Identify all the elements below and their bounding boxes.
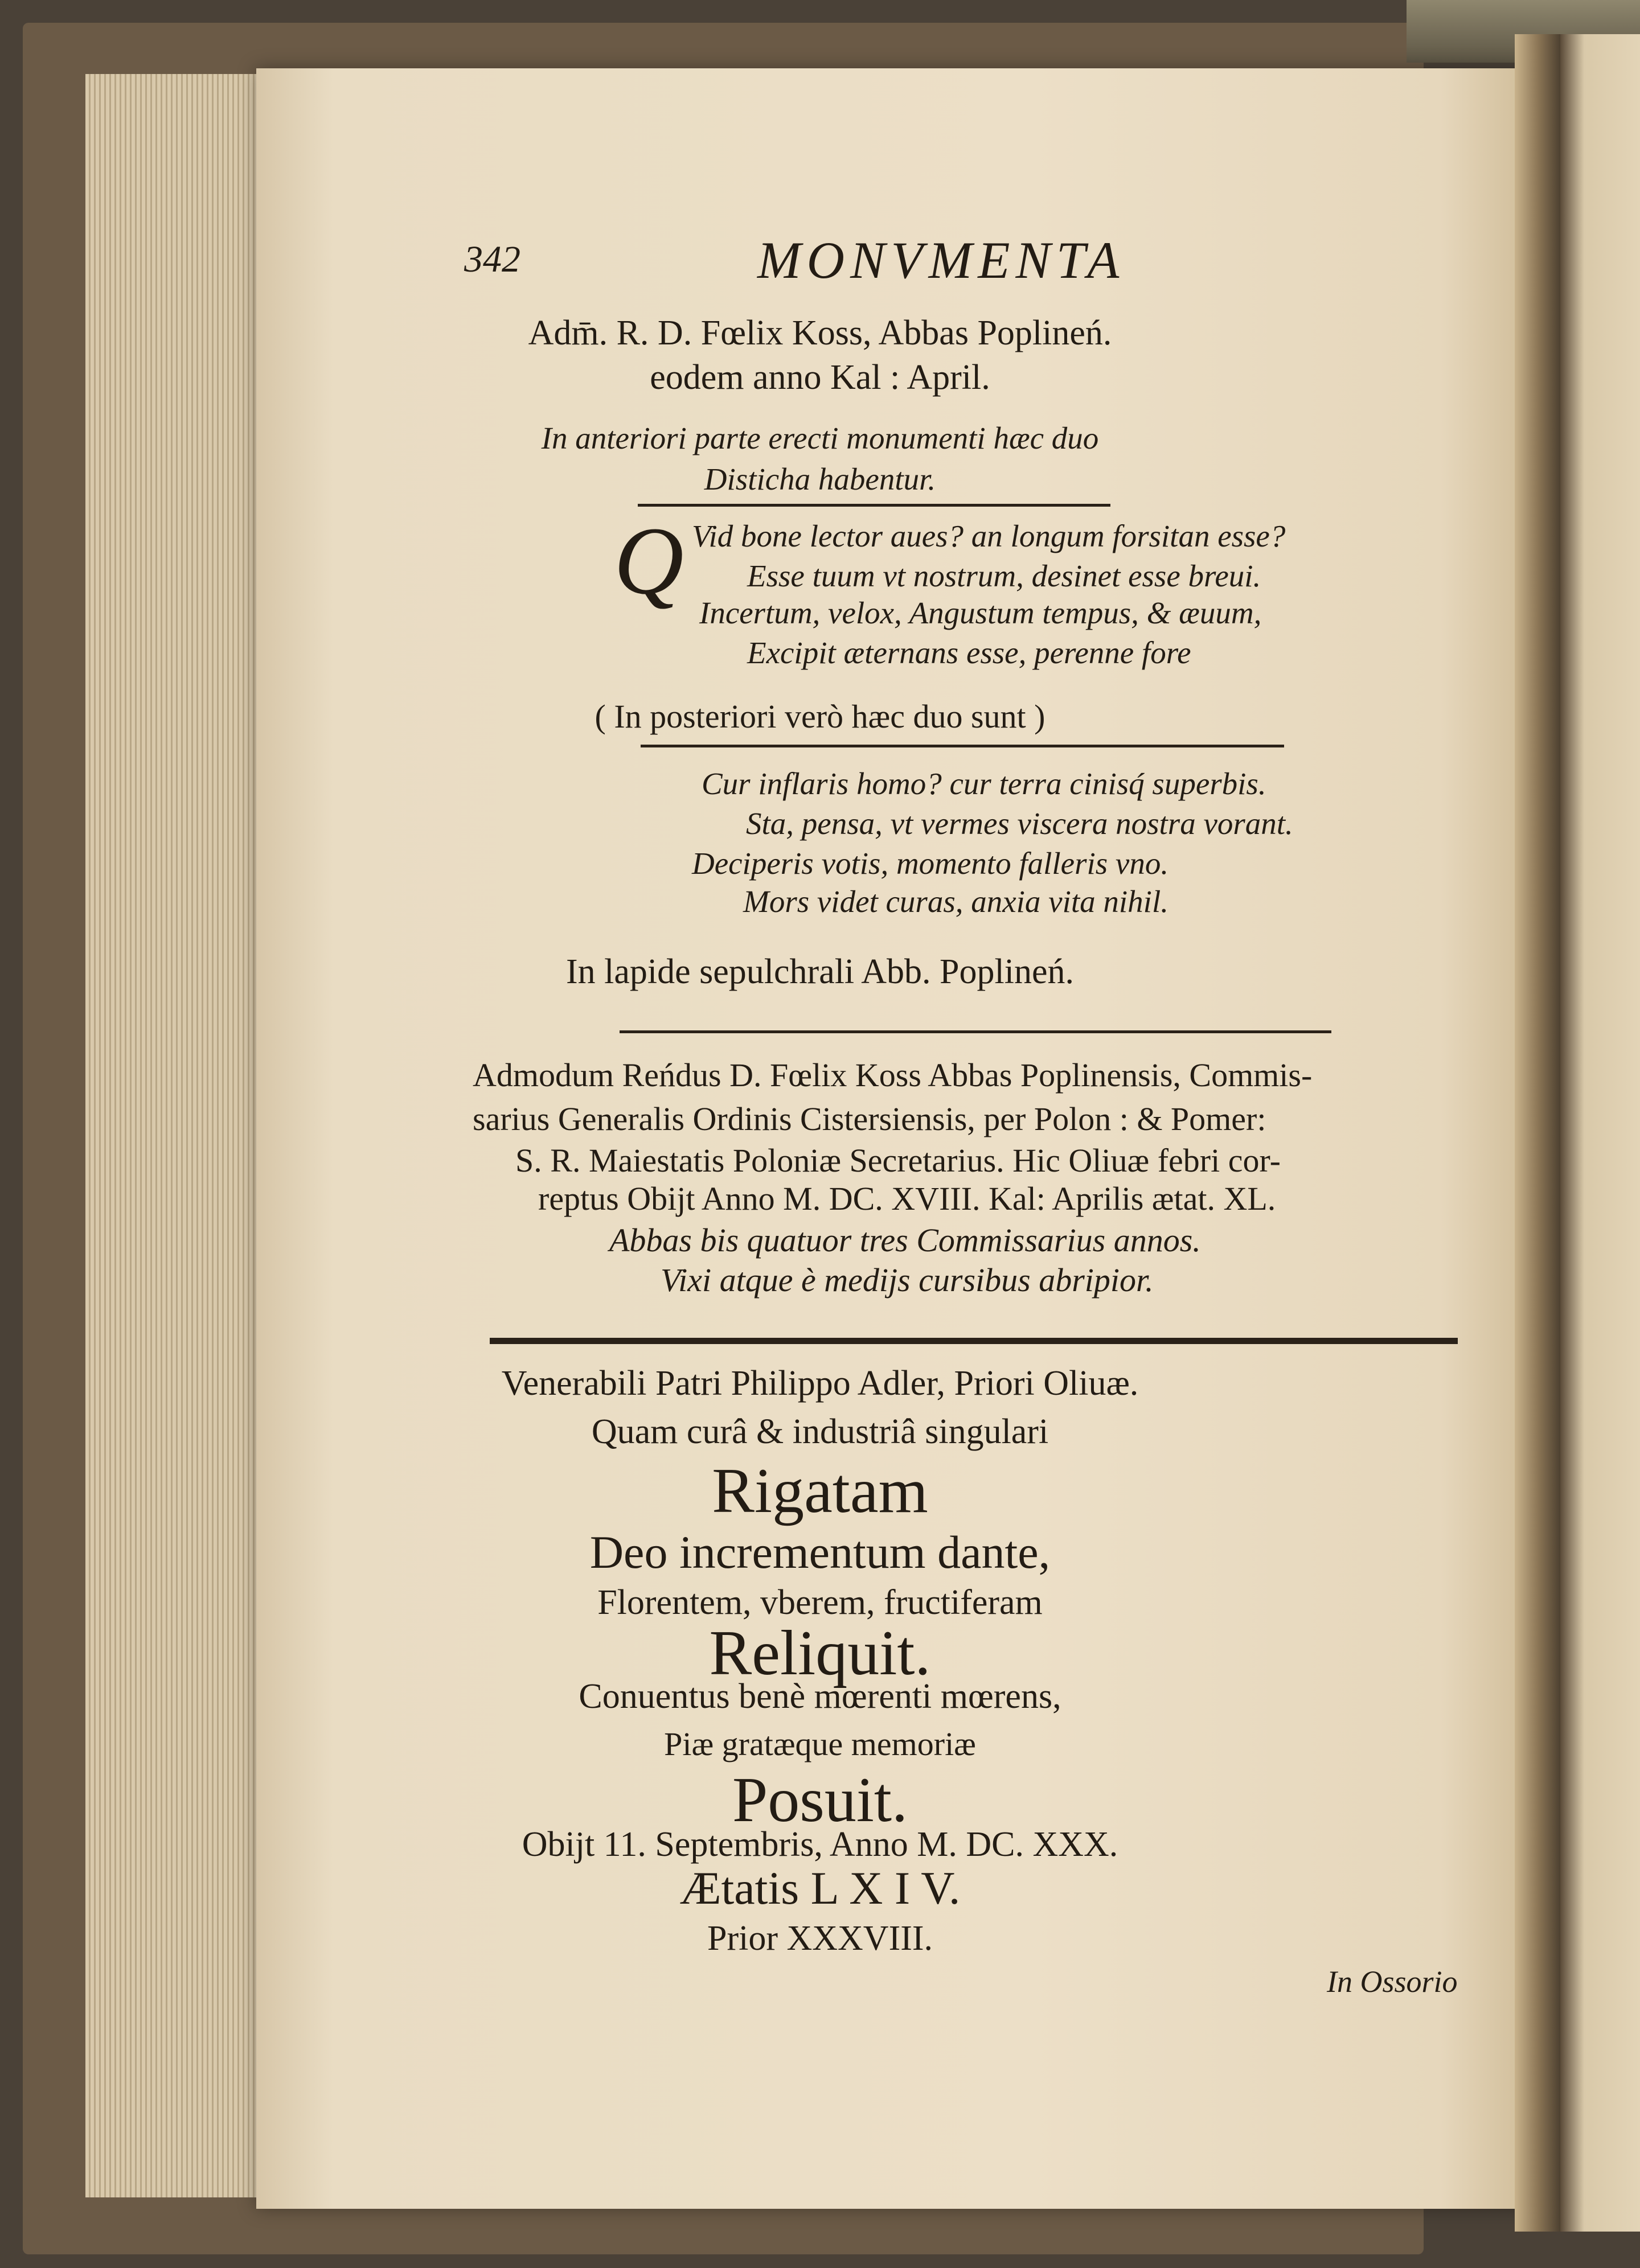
epitaph-line4: reptus Obijt Anno M. DC. XVIII. Kal: Aprilis ætat. XL. — [538, 1180, 1276, 1217]
adler-line11: Ætatis L X I V. — [679, 1862, 961, 1914]
page-number: 342 — [464, 239, 520, 280]
rule-4-thick — [490, 1338, 1458, 1344]
rule-1 — [638, 504, 1110, 507]
drop-cap: Q — [614, 507, 684, 614]
intro-posterior: ( In posteriori verò hæc duo sunt ) — [594, 698, 1046, 735]
adler-line4: Deo incrementum dante, — [589, 1526, 1051, 1578]
rule-2 — [641, 745, 1284, 747]
lapide-heading: In lapide sepulchrali Abb. Poplineń. — [566, 952, 1074, 991]
distich1-line2: Esse tuum vt nostrum, desinet esse breui. — [747, 558, 1261, 593]
distich2-line4: Mors videt curas, anxia vita nihil. — [743, 884, 1168, 919]
heading-date: eodem anno Kal : April. — [650, 358, 990, 397]
adler-line1: Venerabili Patri Philippo Adler, Priori Oliuæ. — [501, 1364, 1139, 1403]
epitaph-line2: sarius Generalis Ordinis Cistersiensis, per Polon : & Pomer: — [473, 1100, 1266, 1137]
running-head: MONVMENTA — [757, 231, 1125, 289]
adler-posuit: Posuit. — [732, 1765, 908, 1835]
adler-line8: Piæ gratæque memoriæ — [664, 1725, 976, 1762]
distich1-line1: Vid bone lector aues? an longum forsitan esse? — [692, 519, 1286, 553]
epitaph-line1: Admodum Reńdus D. Fœlix Koss Abbas Poplinensis, Commis- — [473, 1057, 1313, 1094]
epitaph-line6: Vixi atque è medijs cursibus abripior. — [661, 1262, 1154, 1299]
adler-rigatam: Rigatam — [712, 1456, 928, 1526]
distich2-line3: Deciperis votis, momento falleris vno. — [692, 846, 1169, 881]
catchword: In Ossorio — [1327, 1965, 1458, 1999]
distich2-line2: Sta, pensa, vt vermes viscera nostra vorant. — [746, 806, 1293, 841]
adler-reliquit: Reliquit. — [709, 1618, 931, 1688]
distich2-line1: Cur inflaris homo? cur terra cinisq́ superbis. — [702, 766, 1266, 801]
rule-3 — [620, 1030, 1331, 1033]
intro-anterior-line1: In anteriori parte erecti monumenti hæc duo — [541, 421, 1099, 455]
adler-line12: Prior XXXVIII. — [707, 1919, 933, 1958]
epitaph-line3: S. R. Maiestatis Poloniæ Secretarius. Hic Oliuæ febri cor- — [515, 1142, 1281, 1179]
adler-line2: Quam curâ & industriâ singulari — [591, 1412, 1049, 1451]
distich1-line3: Incertum, velox, Angustum tempus, & æuum, — [699, 595, 1262, 630]
adler-line7: Conuentus benè mœrenti mœrens, — [579, 1677, 1061, 1716]
adler-line10: Obijt 11. Septembris, Anno M. DC. XXX. — [522, 1825, 1118, 1864]
heading-abbas-koss: Adm̄. R. D. Fœlix Koss, Abbas Poplineń. — [528, 314, 1112, 352]
adler-line5: Florentem, vberem, fructiferam — [597, 1583, 1043, 1622]
intro-anterior-line2: Disticha habentur. — [704, 462, 936, 496]
epitaph-line5: Abbas bis quatuor tres Commissarius annos. — [609, 1222, 1201, 1259]
distich1-line4: Excipit æternans esse, perenne fore — [747, 635, 1191, 670]
